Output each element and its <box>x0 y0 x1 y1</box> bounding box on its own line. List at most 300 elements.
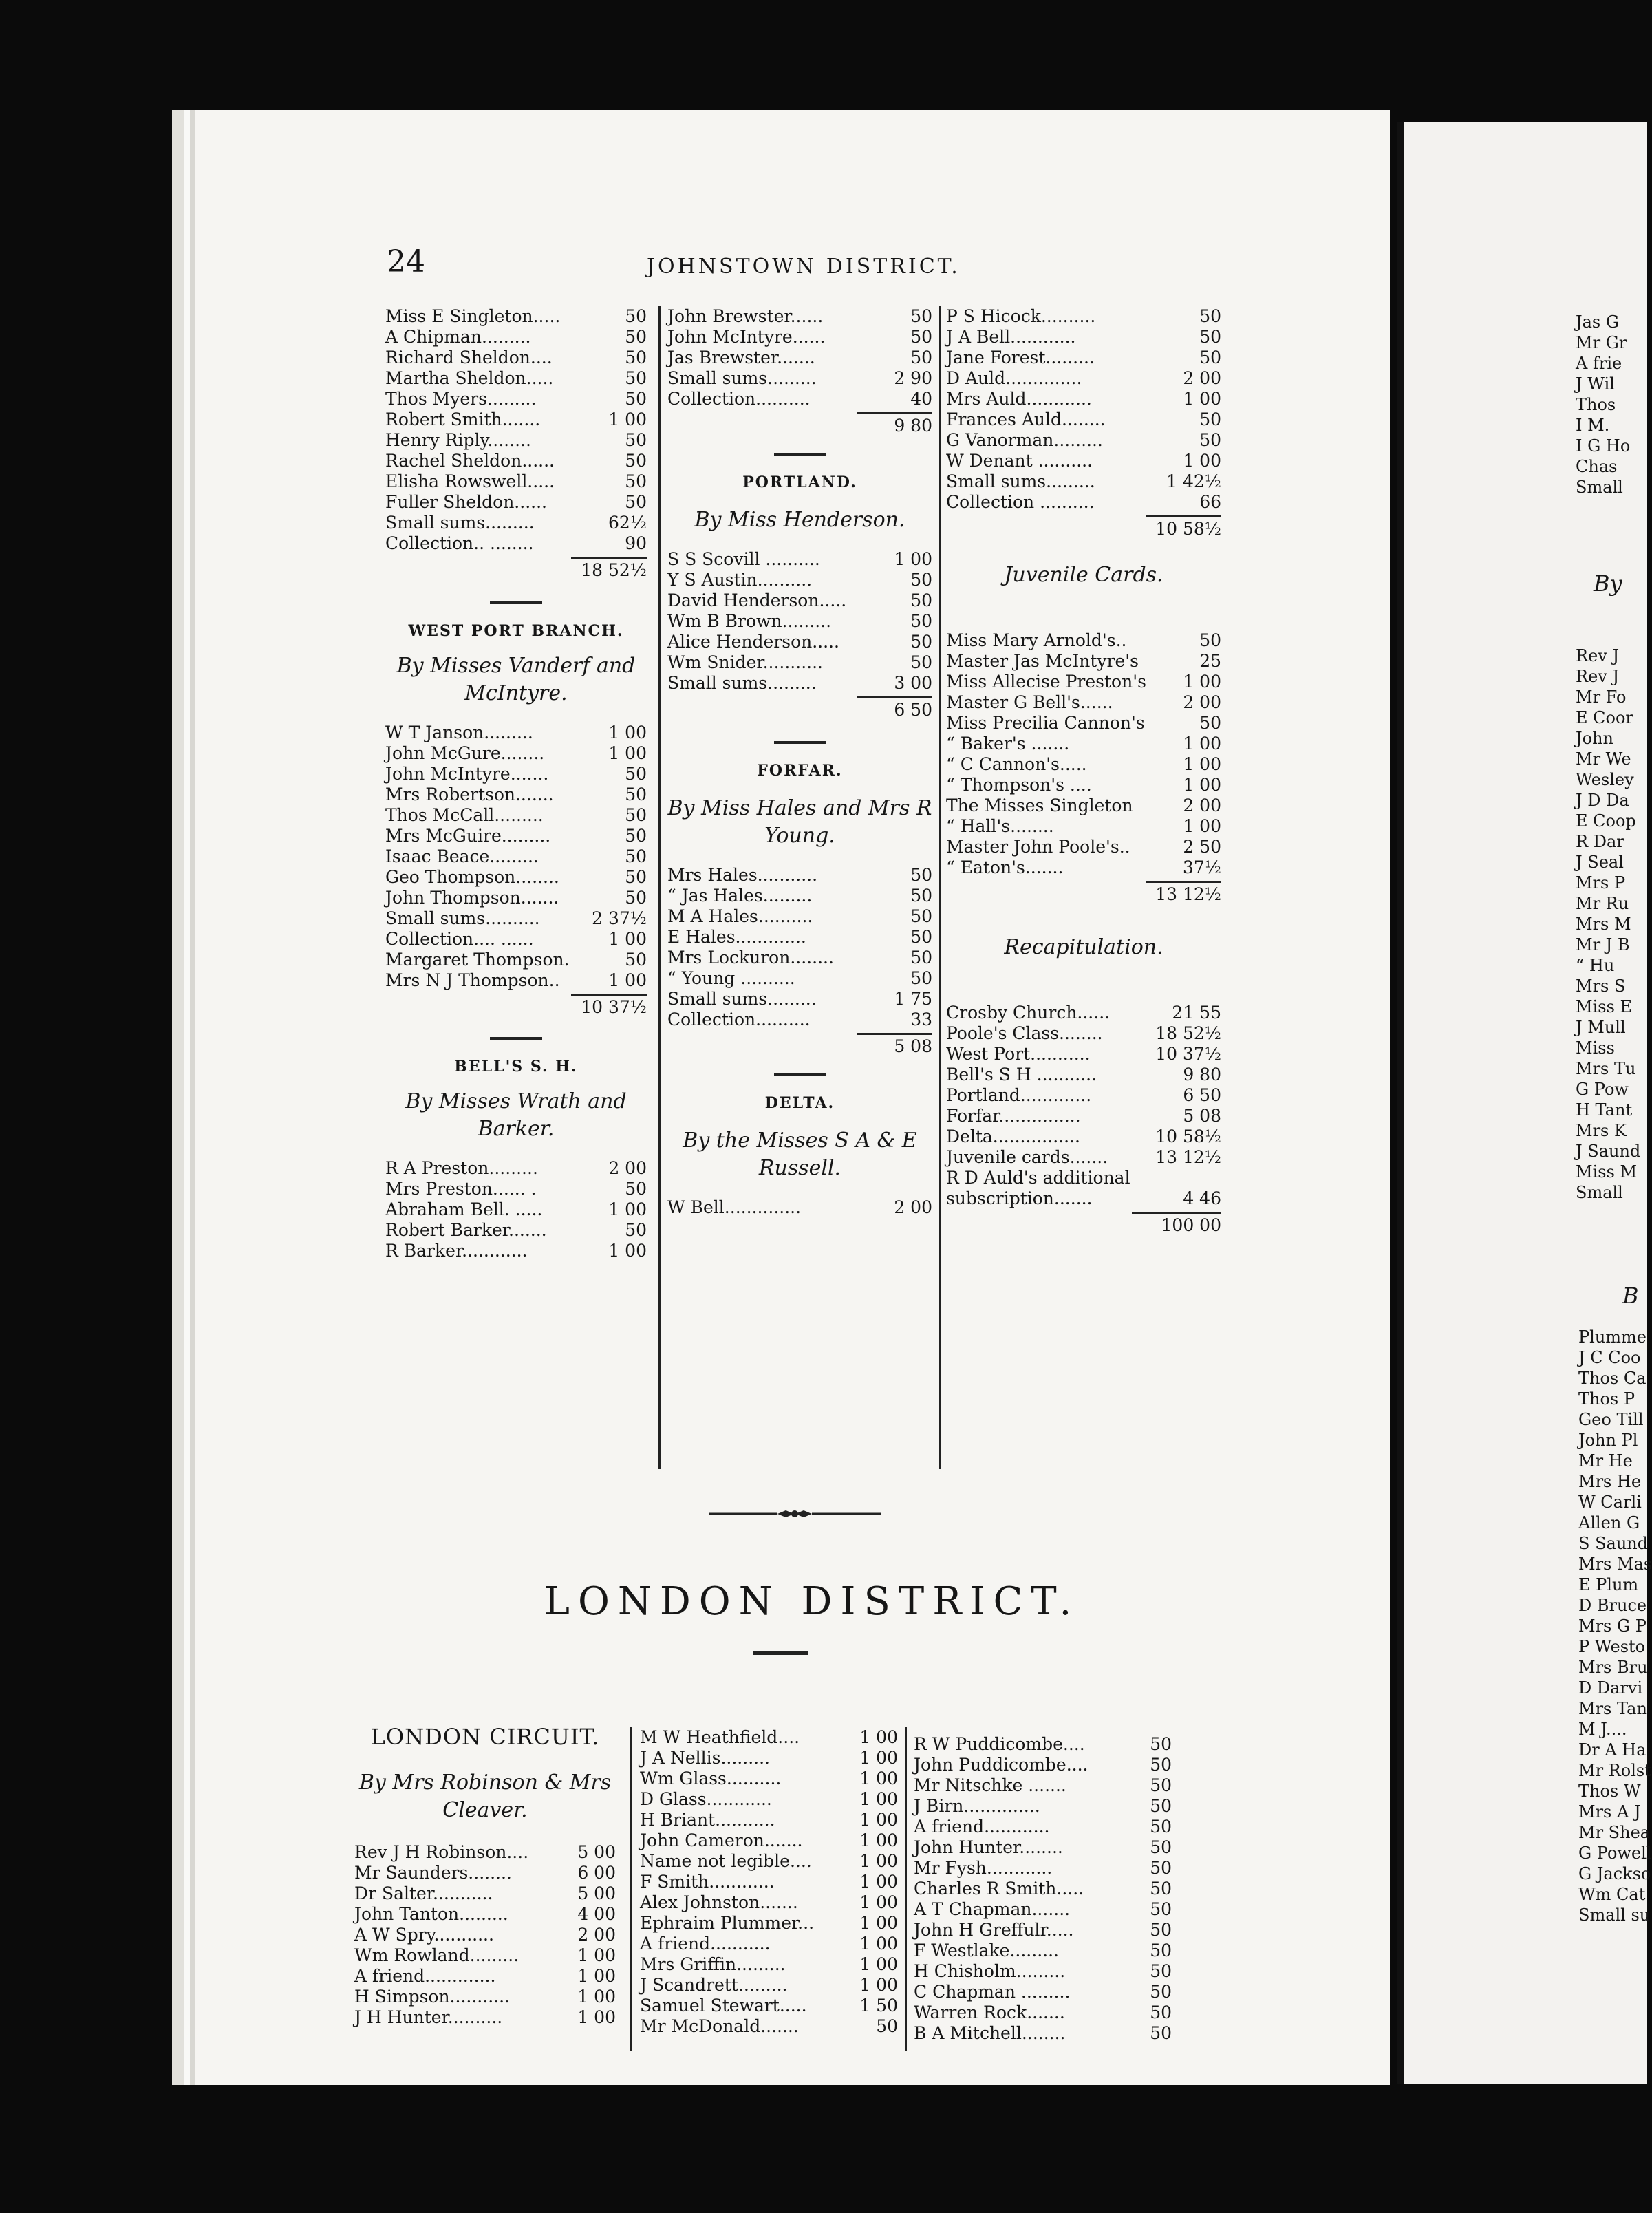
entry-name: H Chisholm......... <box>914 1961 1066 1981</box>
column-rule <box>658 306 661 1469</box>
entry-name: John H Greffulr..... <box>914 1920 1074 1940</box>
entry-name: John McIntyre...... <box>667 327 826 347</box>
entry-amount: 1 00 <box>859 1892 898 1912</box>
entry-name: Small sums......... <box>667 989 817 1009</box>
entry-name: Small sums......... <box>667 368 817 388</box>
entry-name: Wm Rowland......... <box>354 1945 519 1965</box>
entry-name: Poole's Class........ <box>946 1023 1103 1043</box>
entry-name: Thos Myers......... <box>385 389 537 409</box>
entry-amount: 50 <box>625 846 647 866</box>
list-row <box>667 590 932 611</box>
entry-name: D Auld.............. <box>946 368 1082 388</box>
list-row <box>946 630 1221 651</box>
entry-amount: 50 <box>625 471 647 491</box>
entry-amount: 2 50 <box>1183 837 1221 857</box>
entry-name: J Birn.............. <box>914 1796 1040 1816</box>
list-row <box>946 734 1221 754</box>
fragment-line: G Pow <box>1576 1080 1629 1099</box>
entry-name: R W Puddicombe.... <box>914 1734 1085 1754</box>
entry-amount: 2 00 <box>577 1925 616 1945</box>
list-row <box>354 1842 616 1863</box>
entry-amount: 50 <box>910 886 932 906</box>
fragment-line: John Pl <box>1578 1431 1638 1450</box>
list-row <box>354 1945 616 1966</box>
list-row <box>385 1179 647 1199</box>
entry-name: Mrs McGuire......... <box>385 826 551 846</box>
entry-amount: 50 <box>1150 1755 1172 1775</box>
list-row <box>914 1961 1172 1982</box>
entry-name: “ Eaton's....... <box>946 857 1064 877</box>
fragment-line: Thos P <box>1578 1389 1635 1409</box>
entry-name: Wm Snider........... <box>667 652 823 672</box>
entry-name: Collection.... ...... <box>385 929 534 949</box>
fragment-line: Thos W <box>1578 1782 1641 1801</box>
entry-name: Delta................ <box>946 1126 1080 1146</box>
entry-amount: 50 <box>625 764 647 784</box>
fragment-line: Rev J <box>1576 667 1620 686</box>
entry-amount: 9 80 <box>1183 1065 1221 1084</box>
entry-name: Forfar............... <box>946 1106 1081 1126</box>
fragment-line: Mr Shea <box>1578 1823 1651 1842</box>
entry-amount: 50 <box>1199 306 1221 326</box>
entry-amount: 1 00 <box>608 743 647 763</box>
fragment-line: Small <box>1576 1183 1623 1202</box>
list-row <box>667 327 932 348</box>
entry-name: W Bell.............. <box>667 1197 802 1217</box>
contribution-list <box>354 1842 616 2028</box>
fragment-line: D Bruce <box>1578 1596 1647 1615</box>
fragment-line: Mr J B <box>1576 935 1630 954</box>
contribution-list <box>667 865 932 1030</box>
entry-name: G Vanorman......... <box>946 430 1103 450</box>
right-page-fragment-middle <box>1576 645 1647 1203</box>
fragment-line: I M. <box>1576 416 1610 435</box>
entry-amount: 5 00 <box>577 1883 616 1903</box>
fragment-line: John <box>1576 729 1613 748</box>
fragment-line: Mr He <box>1578 1451 1633 1471</box>
entry-name: Collection.. ........ <box>385 533 534 553</box>
entry-name: Jane Forest......... <box>946 348 1095 367</box>
entry-name: W T Janson......... <box>385 723 533 742</box>
entry-amount: 1 00 <box>577 1966 616 1986</box>
entry-name: F Westlake......... <box>914 1941 1059 1960</box>
collector-byline: By Miss Henderson. <box>694 508 905 532</box>
entry-amount: 1 00 <box>859 1810 898 1830</box>
entry-amount: 1 00 <box>859 1748 898 1768</box>
list-row <box>946 795 1221 816</box>
entry-amount: 50 <box>910 611 932 631</box>
london-column-3 <box>914 1734 1172 2044</box>
list-row <box>640 1934 898 1954</box>
list-row <box>946 368 1221 389</box>
entry-name: Alice Henderson..... <box>667 632 839 652</box>
list-row <box>946 1147 1221 1168</box>
london-column-2 <box>640 1727 898 2037</box>
list-row <box>667 948 932 968</box>
fragment-line: Mr Rolst <box>1578 1761 1651 1780</box>
entry-name: Henry Riply........ <box>385 430 531 450</box>
entry-amount: 2 37½ <box>592 908 647 928</box>
entry-name: J H Hunter.......... <box>354 2007 503 2027</box>
title-rule <box>753 1651 808 1655</box>
entry-name: John Tanton......... <box>354 1904 508 1924</box>
entry-amount: 18 52½ <box>1155 1023 1221 1043</box>
entry-amount: 1 00 <box>608 409 647 429</box>
entry-amount: 50 <box>1150 1920 1172 1940</box>
entry-name: Y S Austin.......... <box>667 570 813 590</box>
column-rule <box>939 306 941 1469</box>
entry-amount: 50 <box>910 652 932 672</box>
list-row <box>914 1858 1172 1879</box>
entry-amount: 1 00 <box>1183 734 1221 753</box>
entry-amount: 1 00 <box>608 1199 647 1219</box>
entry-name: Elisha Rowswell..... <box>385 471 555 491</box>
entry-amount: 1 00 <box>577 2007 616 2027</box>
entry-amount: 4 00 <box>577 1904 616 1924</box>
list-total: 6 50 <box>894 700 932 720</box>
entry-amount: 50 <box>910 632 932 652</box>
list-row <box>385 867 647 888</box>
entry-amount: 50 <box>1199 327 1221 347</box>
entry-amount: 1 00 <box>577 1987 616 2007</box>
entry-name: Miss Mary Arnold's.. <box>946 630 1127 650</box>
list-row <box>640 1748 898 1768</box>
list-row <box>640 1892 898 1913</box>
list-row <box>914 1879 1172 1899</box>
list-row <box>946 1065 1221 1085</box>
fragment-line: Mrs Mas <box>1578 1554 1652 1574</box>
right-page-byline-2: B <box>1622 1283 1639 1309</box>
entry-name: J A Bell............ <box>946 327 1076 347</box>
entry-amount: 50 <box>910 968 932 988</box>
list-row <box>354 1987 616 2007</box>
entry-amount: 10 58½ <box>1155 1126 1221 1146</box>
section-heading-delta: DELTA. <box>764 1094 835 1112</box>
entry-name: West Port........... <box>946 1044 1091 1064</box>
fragment-line: J Seal <box>1576 853 1624 872</box>
entry-amount: 21 55 <box>1172 1003 1221 1023</box>
collector-byline: By Miss Hales and Mrs R Young. <box>667 796 932 848</box>
entry-amount: 50 <box>910 590 932 610</box>
list-row <box>667 1197 932 1218</box>
section-heading-portland: PORTLAND. <box>742 473 857 491</box>
fragment-line: Mrs A J <box>1578 1802 1641 1821</box>
list-row <box>946 492 1221 513</box>
entry-amount: 2 00 <box>1183 692 1221 712</box>
fragment-line: A frie <box>1576 354 1622 373</box>
entry-name: Frances Auld........ <box>946 409 1106 429</box>
entry-name: “ Thompson's .... <box>946 775 1092 795</box>
entry-amount: 2 90 <box>894 368 932 388</box>
contribution-list <box>946 630 1221 878</box>
fragment-line: Wm Cat <box>1578 1885 1646 1904</box>
entry-amount: 50 <box>625 950 647 970</box>
fragment-line: S Saund <box>1578 1534 1649 1553</box>
entry-name: Juvenile cards....... <box>946 1147 1108 1167</box>
fragment-line: J Mull <box>1576 1018 1626 1037</box>
entry-name: Mrs Preston...... . <box>385 1179 537 1199</box>
list-row <box>667 886 932 906</box>
london-district-title: LONDON DISTRICT. <box>544 1579 1080 1624</box>
list-row <box>640 1913 898 1934</box>
entry-amount: 50 <box>625 348 647 367</box>
list-row <box>946 1188 1221 1209</box>
list-row <box>385 888 647 908</box>
entry-name: John Thompson....... <box>385 888 559 908</box>
list-row <box>667 348 932 368</box>
right-page-fragment-top <box>1576 312 1647 498</box>
fragment-line: E Coor <box>1576 708 1633 727</box>
list-row <box>385 1199 647 1220</box>
list-row <box>667 673 932 694</box>
entry-name: Small sums.......... <box>385 908 540 928</box>
list-row <box>946 713 1221 734</box>
entry-amount: 50 <box>1150 1734 1172 1754</box>
entry-name: Collection.......... <box>667 1009 811 1029</box>
entry-name: Mr Nitschke ....... <box>914 1775 1066 1795</box>
entry-name: Mr Saunders........ <box>354 1863 512 1883</box>
list-total: 100 00 <box>1161 1215 1221 1235</box>
list-row <box>385 471 647 492</box>
list-row <box>946 816 1221 837</box>
entry-name: H Simpson........... <box>354 1987 510 2007</box>
fragment-line: “ Hu <box>1576 956 1615 975</box>
collector-byline: By Misses Vanderf and McIntyre. <box>396 654 636 705</box>
entry-name: Portland............. <box>946 1085 1092 1105</box>
fragment-line: Plumme <box>1578 1327 1646 1347</box>
list-row <box>640 1954 898 1975</box>
entry-name: Rev J H Robinson.... <box>354 1842 529 1862</box>
list-row <box>667 570 932 590</box>
list-row <box>946 409 1221 430</box>
entry-name: Mrs N J Thompson.. <box>385 970 560 990</box>
list-row <box>385 1158 647 1179</box>
list-row <box>914 2023 1172 2044</box>
fragment-line: W Carli <box>1578 1493 1642 1512</box>
list-row <box>385 451 647 471</box>
entry-name: John McGure........ <box>385 743 545 763</box>
entry-name: John Puddicombe.... <box>914 1755 1088 1775</box>
entry-name: “ Young .......... <box>667 968 795 988</box>
entry-amount: 6 50 <box>1183 1085 1221 1105</box>
fragment-line: Mr Ru <box>1576 894 1629 913</box>
list-row <box>946 1168 1221 1188</box>
entry-amount: 2 00 <box>608 1158 647 1178</box>
johnstown-column-3 <box>946 306 1221 1237</box>
contribution-list <box>667 549 932 694</box>
entry-amount: 25 <box>1199 651 1221 671</box>
right-page-fragment <box>1397 122 1652 2084</box>
fragment-line: Mrs Bru <box>1578 1658 1648 1677</box>
entry-name: J A Nellis......... <box>640 1748 770 1768</box>
entry-name: Robert Barker....... <box>385 1220 547 1240</box>
list-row <box>946 1044 1221 1065</box>
list-row <box>640 1872 898 1892</box>
list-row <box>385 409 647 430</box>
fragment-line: J Wil <box>1576 374 1615 394</box>
list-row <box>946 471 1221 492</box>
entry-amount: 1 00 <box>608 1241 647 1261</box>
list-row <box>914 1920 1172 1941</box>
entry-amount: 50 <box>1150 1796 1172 1816</box>
entry-amount: 1 42½ <box>1166 471 1221 491</box>
entry-amount: 2 00 <box>894 1197 932 1217</box>
entry-amount: 50 <box>625 888 647 908</box>
entry-name: Robert Smith....... <box>385 409 541 429</box>
entry-amount: 50 <box>625 492 647 512</box>
entry-amount: 13 12½ <box>1155 1147 1221 1167</box>
list-row <box>946 1085 1221 1106</box>
list-row <box>354 1883 616 1904</box>
entry-amount: 50 <box>910 948 932 967</box>
fragment-line: Mrs G P <box>1578 1616 1646 1636</box>
entry-amount: 1 00 <box>608 929 647 949</box>
entry-name: Mrs Hales........... <box>667 865 818 885</box>
entry-amount: 1 00 <box>859 1727 898 1747</box>
entry-name: A friend............. <box>354 1966 496 1986</box>
entry-amount: 1 00 <box>859 1768 898 1788</box>
entry-name: Fuller Sheldon...... <box>385 492 547 512</box>
fragment-line: Mrs Tan <box>1578 1699 1647 1718</box>
list-row <box>385 348 647 368</box>
entry-amount <box>1159 1168 1221 1188</box>
entry-name: W Denant .......... <box>946 451 1093 471</box>
list-row <box>640 1830 898 1851</box>
list-row <box>640 1975 898 1996</box>
entry-amount: 50 <box>625 1179 647 1199</box>
list-row <box>354 1904 616 1925</box>
fragment-line: Allen G <box>1578 1513 1640 1532</box>
entry-name: Jas Brewster....... <box>667 348 815 367</box>
entry-amount: 50 <box>1150 1982 1172 2002</box>
entry-amount: 50 <box>1150 1858 1172 1878</box>
entry-name: Miss Precilia Cannon's <box>946 713 1145 733</box>
list-row <box>385 492 647 513</box>
list-row <box>946 692 1221 713</box>
entry-name: The Misses Singleton <box>946 795 1133 815</box>
list-row <box>354 1863 616 1883</box>
entry-name: Ephraim Plummer... <box>640 1913 815 1933</box>
entry-amount: 50 <box>1150 1961 1172 1981</box>
list-row <box>385 513 647 533</box>
list-row <box>385 430 647 451</box>
fragment-line: Thos Ca <box>1578 1369 1646 1388</box>
list-row <box>354 1925 616 1945</box>
list-row <box>385 784 647 805</box>
entry-name: Samuel Stewart..... <box>640 1996 807 2016</box>
entry-amount: 50 <box>910 306 932 326</box>
entry-amount: 1 00 <box>1183 754 1221 774</box>
list-row <box>385 368 647 389</box>
list-row <box>914 1734 1172 1755</box>
list-row <box>640 1810 898 1830</box>
list-row <box>914 1899 1172 1920</box>
list-row <box>946 754 1221 775</box>
entry-name: Isaac Beace......... <box>385 846 539 866</box>
list-row <box>667 389 932 409</box>
entry-name: Master John Poole's.. <box>946 837 1130 857</box>
list-row <box>385 908 647 929</box>
list-row <box>385 327 647 348</box>
fragment-line: Miss M <box>1576 1162 1638 1182</box>
entry-name: Mr McDonald....... <box>640 2016 799 2036</box>
fragment-line: Thos <box>1576 395 1616 414</box>
entry-amount: 50 <box>1150 2023 1172 2043</box>
entry-name: P S Hicock.......... <box>946 306 1096 326</box>
right-page-fragment-bottom <box>1578 1327 1652 1925</box>
list-row <box>354 1966 616 1987</box>
entry-amount: 50 <box>910 865 932 885</box>
list-row <box>667 906 932 927</box>
entry-amount: 1 00 <box>608 970 647 990</box>
list-row <box>385 826 647 846</box>
contribution-list <box>667 1197 932 1218</box>
entry-name: Dr Salter........... <box>354 1883 493 1903</box>
entry-amount: 50 <box>910 927 932 947</box>
list-row <box>385 805 647 826</box>
fragment-line: Chas <box>1576 457 1618 476</box>
entry-name: Name not legible.... <box>640 1851 812 1871</box>
fragment-line: Mrs S <box>1576 976 1626 996</box>
entry-name: Rachel Sheldon...... <box>385 451 555 471</box>
entry-amount: 50 <box>1150 1941 1172 1960</box>
entry-amount: 50 <box>1150 1837 1172 1857</box>
entry-name: Martha Sheldon..... <box>385 368 554 388</box>
entry-name: H Briant........... <box>640 1810 775 1830</box>
entry-name: John Hunter........ <box>914 1837 1063 1857</box>
list-row <box>667 1009 932 1030</box>
list-row <box>946 651 1221 672</box>
entry-name: A friend........... <box>640 1934 771 1954</box>
list-row <box>385 846 647 867</box>
entry-amount: 50 <box>910 906 932 926</box>
entry-name: “ Jas Hales......... <box>667 886 813 906</box>
list-total: 10 58½ <box>1155 519 1221 539</box>
fragment-line: I G Ho <box>1576 436 1631 456</box>
entry-amount: 50 <box>625 306 647 326</box>
entry-name: M W Heathfield.... <box>640 1727 800 1747</box>
list-total: 10 37½ <box>581 997 647 1017</box>
entry-amount: 37½ <box>1182 857 1221 877</box>
entry-name: C Chapman ......... <box>914 1982 1071 2002</box>
london-column-1 <box>354 1724 616 2028</box>
contribution-list <box>667 306 932 409</box>
list-row <box>385 970 647 991</box>
list-row <box>914 1941 1172 1961</box>
list-row <box>640 1727 898 1748</box>
list-row <box>914 2002 1172 2023</box>
right-page-byline-1: By <box>1594 570 1622 597</box>
entry-name: “ Baker's ....... <box>946 734 1070 753</box>
entry-amount: 1 00 <box>608 723 647 742</box>
entry-name: “ C Cannon's..... <box>946 754 1087 774</box>
fragment-line: Mr Fo <box>1576 687 1627 707</box>
list-row <box>667 927 932 948</box>
entry-amount: 50 <box>1199 348 1221 367</box>
entry-amount: 50 <box>1199 430 1221 450</box>
list-row <box>385 950 647 970</box>
entry-amount: 50 <box>910 348 932 367</box>
column-rule <box>905 1727 907 2051</box>
fragment-line: Mrs Tu <box>1576 1059 1636 1078</box>
list-row <box>946 857 1221 878</box>
entry-amount: 50 <box>625 451 647 471</box>
fragment-line: P Westo <box>1578 1637 1646 1656</box>
entry-amount: 50 <box>625 389 647 409</box>
contribution-list <box>946 1003 1221 1209</box>
list-row <box>946 1126 1221 1147</box>
entry-name: Miss E Singleton..... <box>385 306 561 326</box>
